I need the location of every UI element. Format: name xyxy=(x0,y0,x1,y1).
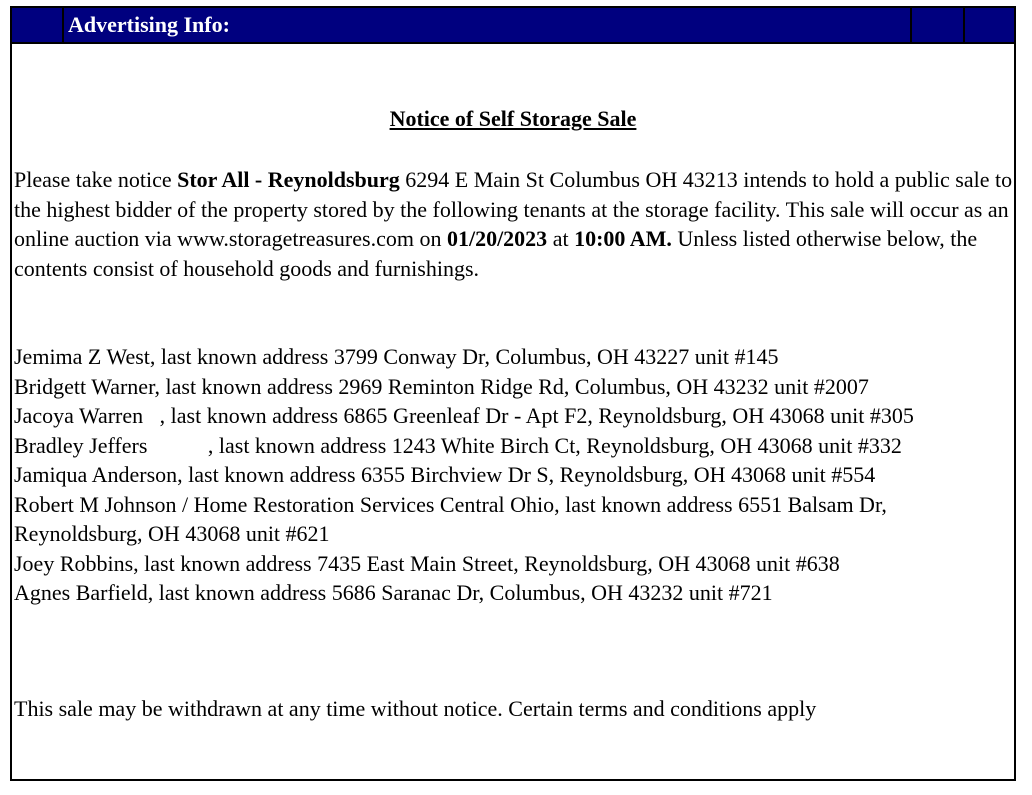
header-cell-left xyxy=(12,8,64,42)
intro-text-4: Unless listed otherwise below, the contents consist of household goods and furnishings. xyxy=(14,226,978,281)
tenant-item: Jamiqua Anderson, last known address 6355 Birchview Dr S, Reynoldsburg, OH 43068 unit #554 xyxy=(14,462,876,487)
advertising-info-table xyxy=(10,6,1016,781)
sale-date: 01/20/2023 xyxy=(446,226,548,251)
tenant-item: Bradley Jeffers , last known address 1243 White Birch Ct, Reynoldsburg, OH 43068 unit #332 xyxy=(14,432,902,458)
header-bar xyxy=(12,8,1014,44)
tenant-item: Jemima Z West, last known address 3799 Conway Dr, Columbus, OH 43227 unit #145 xyxy=(14,344,779,369)
intro-text-1: Please take notice xyxy=(14,167,178,192)
tenant-item: Joey Robbins, last known address 7435 East Main Street, Reynoldsburg, OH 43068 unit #638 xyxy=(14,550,840,576)
intro-text-2: 6294 E Main St Columbus OH 43213 intends to hold a public sale to the highest bidder of the property stored by the following tenants at the storage facility. This sale will occur as an online auction via www.storagetreasures.com on xyxy=(14,167,1013,251)
tenant-item: Robert M Johnson / Home Restoration Services Central Ohio, last known address 6551 Balsam Dr, Reynoldsburg, OH 43068 unit #621 xyxy=(14,491,893,546)
closing-statement: This sale may be withdrawn at any time without notice. Certain terms and conditions apply xyxy=(14,696,817,721)
tenant-list xyxy=(14,342,1014,608)
header-cell-title xyxy=(64,8,912,42)
intro-text-3: at xyxy=(547,226,575,251)
tenant-item: Bridgett Warner, last known address 2969 Reminton Ridge Rd, Columbus, OH 43232 unit #2007 xyxy=(14,373,869,399)
tenant-item: Agnes Barfield, last known address 5686 Saranac Dr, Columbus, OH 43232 unit #721 xyxy=(14,580,773,605)
tenant-item: Jacoya Warren , last known address 6865 Greenleaf Dr - Apt F2, Reynoldsburg, OH 43068 unit #305 xyxy=(14,403,914,428)
sale-time: 10:00 AM. xyxy=(574,226,672,251)
header-cell-right-2 xyxy=(965,8,1016,42)
facility-name: Stor All - Reynoldsburg xyxy=(177,167,400,192)
notice-title: Notice of Self Storage Sale xyxy=(389,106,637,131)
notice-intro xyxy=(14,165,1014,283)
header-title: Advertising Info: xyxy=(68,12,230,37)
header-cell-right-1 xyxy=(912,8,965,42)
